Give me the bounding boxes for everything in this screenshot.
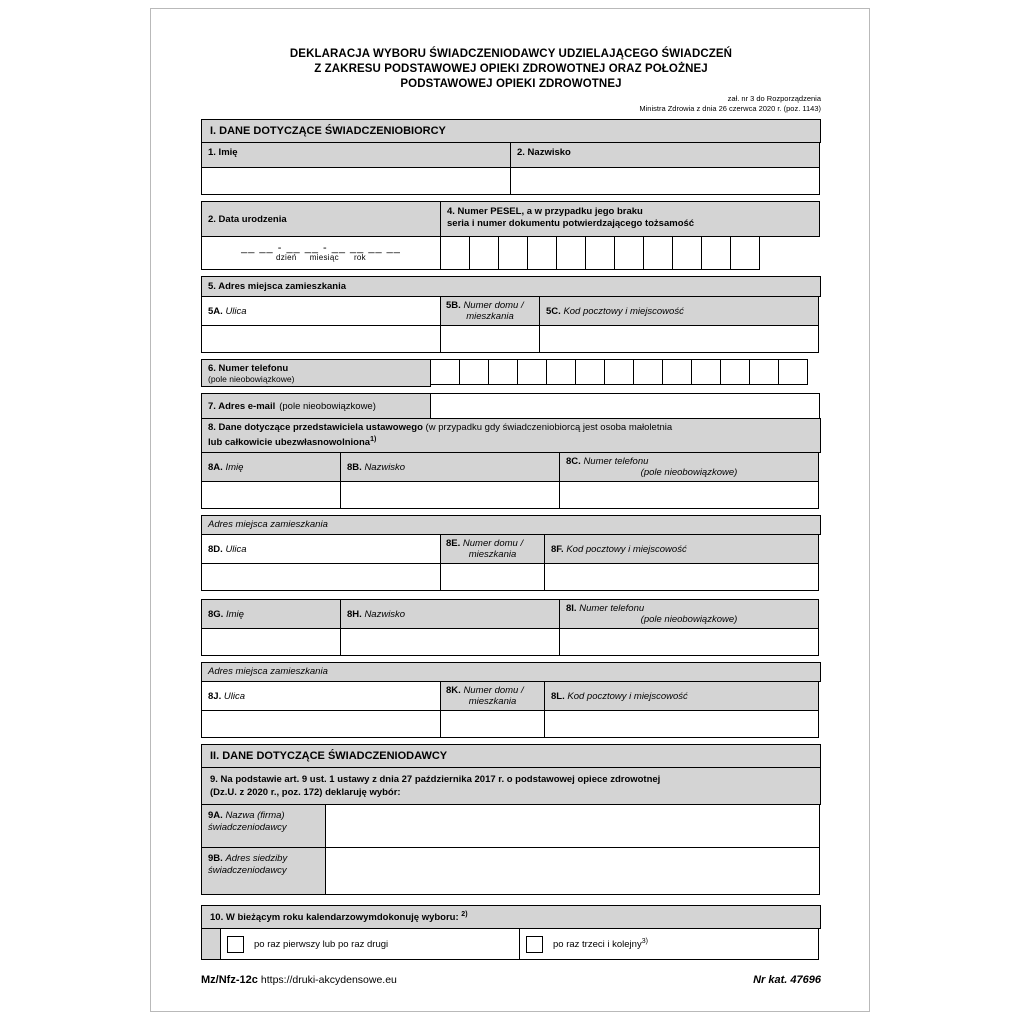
legal-line-2: Ministra Zdrowia z dnia 26 czerwca 2020 r. (poz. 1143): [639, 103, 821, 113]
form-code: Mz/Nfz-12c: [201, 974, 258, 987]
choice-option-1[interactable]: po raz pierwszy lub po raz drugi: [220, 928, 520, 960]
input-8g[interactable]: [201, 628, 341, 656]
field-label-9b: 9B. Adres siedziby świadczeniodawcy: [201, 847, 326, 895]
field-label-8l: 8L. Kod pocztowy i miejscowość: [544, 681, 819, 711]
input-cell[interactable]: [546, 359, 576, 385]
title-line-1: DEKLARACJA WYBORU ŚWIADCZENIODAWCY UDZIELAJĄCEGO ŚWIADCZEŃ: [289, 48, 733, 60]
input-8h[interactable]: [340, 628, 560, 656]
input-8f[interactable]: [544, 563, 819, 591]
input-cell[interactable]: [691, 359, 721, 385]
title-line-2: Z ZAKRESU PODSTAWOWEJ OPIEKI ZDROWOTNEJ ORAZ POŁOŻNEJ: [314, 63, 708, 75]
phone-row: [201, 359, 821, 387]
provider-address-row: [201, 847, 821, 895]
birth-date-dashes: __ __ - __ __ - __ __ __ __: [241, 242, 401, 254]
input-cell[interactable]: [575, 359, 605, 385]
address-label-row: [201, 296, 821, 326]
input-house-no[interactable]: [440, 325, 540, 353]
field-label-9a: 9A. Nazwa (firma) świadczeniodawcy: [201, 804, 326, 848]
rep1-input-row: [201, 481, 821, 509]
email-row: [201, 393, 821, 419]
input-first-name[interactable]: [201, 167, 511, 195]
document-page: [150, 8, 870, 1012]
input-9b[interactable]: [325, 847, 820, 895]
subheader-address-2: Adres miejsca zamieszkania: [201, 662, 821, 682]
rep2-address-label-row: [201, 681, 821, 711]
title-line-3: PODSTAWOWEJ OPIEKI ZDROWOTNEJ: [400, 78, 622, 90]
paragraph-9: 9. Na podstawie art. 9 ust. 1 ustawy z dnia 27 października 2017 r. o podstawowej opiece zdrowotnej (Dz.U. z 2020 r., poz. 172) deklaruję wybór:: [201, 767, 821, 805]
provider-name-row: [201, 804, 821, 848]
input-cell[interactable]: [556, 236, 586, 270]
field-label-8g: 8G. Imię: [201, 599, 341, 629]
page-title: [201, 47, 821, 92]
checkbox-first-or-second[interactable]: [227, 936, 244, 953]
input-cell[interactable]: [459, 359, 489, 385]
input-cell[interactable]: [585, 236, 615, 270]
field-label-address-header: 5. Adres miejsca zamieszkania: [201, 276, 821, 297]
label-year: rok: [353, 253, 366, 262]
input-8j[interactable]: [201, 710, 441, 738]
spacer: [201, 895, 821, 905]
input-cell[interactable]: [643, 236, 673, 270]
footer-left: [201, 974, 397, 986]
input-8i[interactable]: [559, 628, 819, 656]
field-label-8f: 8F. Kod pocztowy i miejscowość: [544, 534, 819, 564]
input-cell[interactable]: [730, 236, 760, 270]
field-label-8c: 8C. Numer telefonu (pole nieobowiązkowe): [559, 452, 819, 482]
catalog-number: Nr kat. 47696: [753, 974, 821, 987]
input-cell[interactable]: [720, 359, 750, 385]
name-label-row: [201, 142, 821, 168]
checkbox-third-or-next[interactable]: [526, 936, 543, 953]
field-label-birth-date: 2. Data urodzenia: [201, 201, 441, 237]
field-label-8j: 8J. Ulica: [201, 681, 441, 711]
field-label-first-name: 1. Imię: [201, 142, 511, 168]
input-cell[interactable]: [430, 359, 460, 385]
rep2-address-input-row: [201, 710, 821, 738]
input-cell[interactable]: [469, 236, 499, 270]
rep2-input-row: [201, 628, 821, 656]
input-8k[interactable]: [440, 710, 545, 738]
input-8l[interactable]: [544, 710, 819, 738]
input-cell[interactable]: [498, 236, 528, 270]
section-1-header: I. DANE DOTYCZĄCE ŚWIADCZENIOBIORCY: [201, 119, 821, 143]
input-cell[interactable]: [662, 359, 692, 385]
input-pesel-cells[interactable]: [440, 236, 760, 270]
section-2-header: II. DANE DOTYCZĄCE ŚWIADCZENIODAWCY: [201, 744, 821, 768]
input-cell[interactable]: [488, 359, 518, 385]
input-cell[interactable]: [633, 359, 663, 385]
input-postcode-city[interactable]: [539, 325, 819, 353]
footer-site[interactable]: https://druki-akcydensowe.eu: [260, 974, 397, 987]
field-label-8i: 8I. Numer telefonu (pole nieobowiązkowe): [559, 599, 819, 629]
legal-reference: [201, 94, 821, 113]
form-body: [201, 47, 821, 986]
label-day: dzień: [276, 253, 297, 262]
field-label-house-no: 5B. Numer domu / mieszkania: [440, 296, 540, 326]
name-input-row: [201, 167, 821, 195]
field-label-8h: 8H. Nazwisko: [340, 599, 560, 629]
rep1-label-row: [201, 452, 821, 482]
field-label-representative-header: 8. Dane dotyczące przedstawiciela ustawowego (w przypadku gdy świadczeniobiorcą jest osoba małoletnia lub całkowicie ubezwłasnowolniona$^{1)}$: [201, 418, 821, 453]
field-label-pesel: 4. Numer PESEL, a w przypadku jego braku seria i numer dokumentu potwierdzającego tożsamość: [440, 201, 820, 237]
input-cell[interactable]: [604, 359, 634, 385]
input-birth-date[interactable]: [201, 236, 441, 270]
field-label-8k: 8K. Numer domu / mieszkania: [440, 681, 545, 711]
input-phone-cells[interactable]: [430, 359, 808, 387]
input-cell[interactable]: [778, 359, 808, 385]
input-cell[interactable]: [749, 359, 779, 385]
input-8e[interactable]: [440, 563, 545, 591]
input-cell[interactable]: [701, 236, 731, 270]
input-9a[interactable]: [325, 804, 820, 848]
input-cell[interactable]: [614, 236, 644, 270]
input-cell[interactable]: [517, 359, 547, 385]
input-8d[interactable]: [201, 563, 441, 591]
field-label-street: 5A. Ulica: [201, 296, 441, 326]
paragraph-10: 10. W bieżącym roku kalendarzowymdokonuję wyboru: $^{2)}$: [201, 905, 821, 929]
field-label-phone: 6. Numer telefonu (pole nieobowiązkowe): [201, 359, 431, 387]
field-label-postcode-city: 5C. Kod pocztowy i miejscowość: [539, 296, 819, 326]
input-cell[interactable]: [672, 236, 702, 270]
rep2-label-row: [201, 599, 821, 629]
field-label-8b: 8B. Nazwisko: [340, 452, 560, 482]
input-street[interactable]: [201, 325, 441, 353]
address-input-row: [201, 325, 821, 353]
input-8c[interactable]: [559, 481, 819, 509]
input-8b[interactable]: [340, 481, 560, 509]
subheader-address-1: Adres miejsca zamieszkania: [201, 515, 821, 535]
field-label-8e: 8E. Numer domu / mieszkania: [440, 534, 545, 564]
input-8a[interactable]: [201, 481, 341, 509]
rep1-address-label-row: [201, 534, 821, 564]
choice-row: [201, 928, 821, 960]
rep1-address-input-row: [201, 563, 821, 591]
footer: [201, 974, 821, 986]
legal-line-1: zał. nr 3 do Rozporządzenia: [727, 94, 821, 103]
input-last-name[interactable]: [510, 167, 820, 195]
label-month: miesiąc: [309, 253, 339, 262]
birth-pesel-input-row: [201, 236, 821, 270]
field-label-last-name: 2. Nazwisko: [510, 142, 820, 168]
field-label-email: 7. Adres e-mail (pole nieobowiązkowe): [201, 393, 431, 419]
field-label-8d: 8D. Ulica: [201, 534, 441, 564]
field-label-8a: 8A. Imię: [201, 452, 341, 482]
input-cell[interactable]: [527, 236, 557, 270]
input-cell[interactable]: [440, 236, 470, 270]
spacer: [201, 591, 821, 599]
birth-pesel-label-row: [201, 201, 821, 237]
input-email[interactable]: [430, 393, 820, 419]
choice-option-2[interactable]: po raz trzeci i kolejny$^{3)}$: [519, 928, 819, 960]
